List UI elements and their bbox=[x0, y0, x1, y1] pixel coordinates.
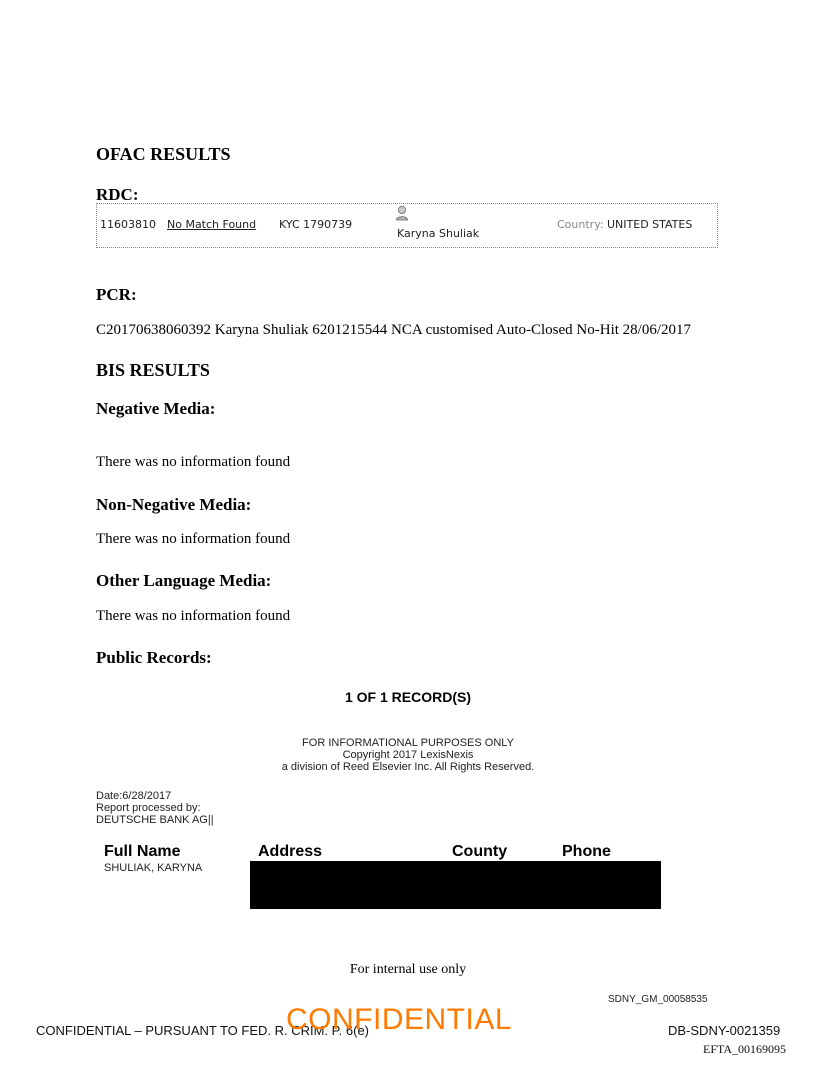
country-value: UNITED STATES bbox=[607, 218, 693, 231]
pcr-heading: PCR: bbox=[96, 285, 137, 304]
column-header-phone: Phone bbox=[562, 843, 611, 860]
no-match-link[interactable]: No Match Found bbox=[167, 218, 257, 231]
report-date: Date:6/28/2017 bbox=[96, 790, 172, 802]
efta-number: EFTA_00169095 bbox=[703, 1042, 787, 1056]
record-full-name: SHULIAK, KARYNA bbox=[104, 862, 203, 874]
public-records-heading: Public Records: bbox=[96, 648, 212, 667]
column-header-address: Address bbox=[258, 843, 323, 860]
other-language-media-heading: Other Language Media: bbox=[96, 571, 272, 590]
redaction-block bbox=[250, 861, 661, 909]
informational-notice bbox=[0, 737, 816, 773]
report-meta bbox=[96, 790, 214, 826]
bates-number-sdny: SDNY_GM_00058535 bbox=[608, 994, 708, 1005]
ofac-results-heading: OFAC RESULTS bbox=[96, 144, 231, 164]
processed-by-label: Report processed by: bbox=[96, 802, 201, 814]
column-header-full-name: Full Name bbox=[104, 843, 181, 860]
info-line-2: Copyright 2017 LexisNexis bbox=[342, 749, 474, 761]
confidential-notice: CONFIDENTIAL – PURSUANT TO FED. R. CRIM. P. 6(e) bbox=[36, 1023, 370, 1038]
rdc-heading: RDC: bbox=[96, 185, 139, 204]
info-line-3: a division of Reed Elsevier Inc. All Rights Reserved. bbox=[281, 761, 535, 773]
non-negative-media-text: There was no information found bbox=[96, 531, 291, 547]
other-language-media-text: There was no information found bbox=[96, 608, 291, 624]
country-label: Country: bbox=[557, 218, 604, 231]
bates-number-db: DB-SDNY-0021359 bbox=[668, 1023, 781, 1038]
negative-media-text: There was no information found bbox=[96, 454, 291, 470]
non-negative-media-heading: Non-Negative Media: bbox=[96, 495, 252, 514]
processor-name: DEUTSCHE BANK AG|| bbox=[96, 814, 214, 826]
column-header-county: County bbox=[452, 843, 508, 860]
confidential-stamp: CONFIDENTIAL bbox=[286, 1003, 513, 1036]
kyc-number: KYC 1790739 bbox=[279, 218, 353, 231]
negative-media-heading: Negative Media: bbox=[96, 399, 216, 418]
pcr-result-text: C20170638060392 Karyna Shuliak 6201215544 NCA customised Auto-Closed No-Hit 28/06/2017 bbox=[96, 322, 691, 338]
bis-results-heading: BIS RESULTS bbox=[96, 360, 210, 380]
rdc-id: 11603810 bbox=[100, 218, 156, 231]
internal-use-notice: For internal use only bbox=[349, 962, 467, 977]
person-icon bbox=[395, 205, 409, 221]
rdc-person-name: Karyna Shuliak bbox=[397, 227, 480, 240]
rdc-result-row bbox=[96, 203, 718, 248]
record-count: 1 OF 1 RECORD(S) bbox=[344, 689, 471, 705]
info-line-1: FOR INFORMATIONAL PURPOSES ONLY bbox=[302, 737, 514, 749]
